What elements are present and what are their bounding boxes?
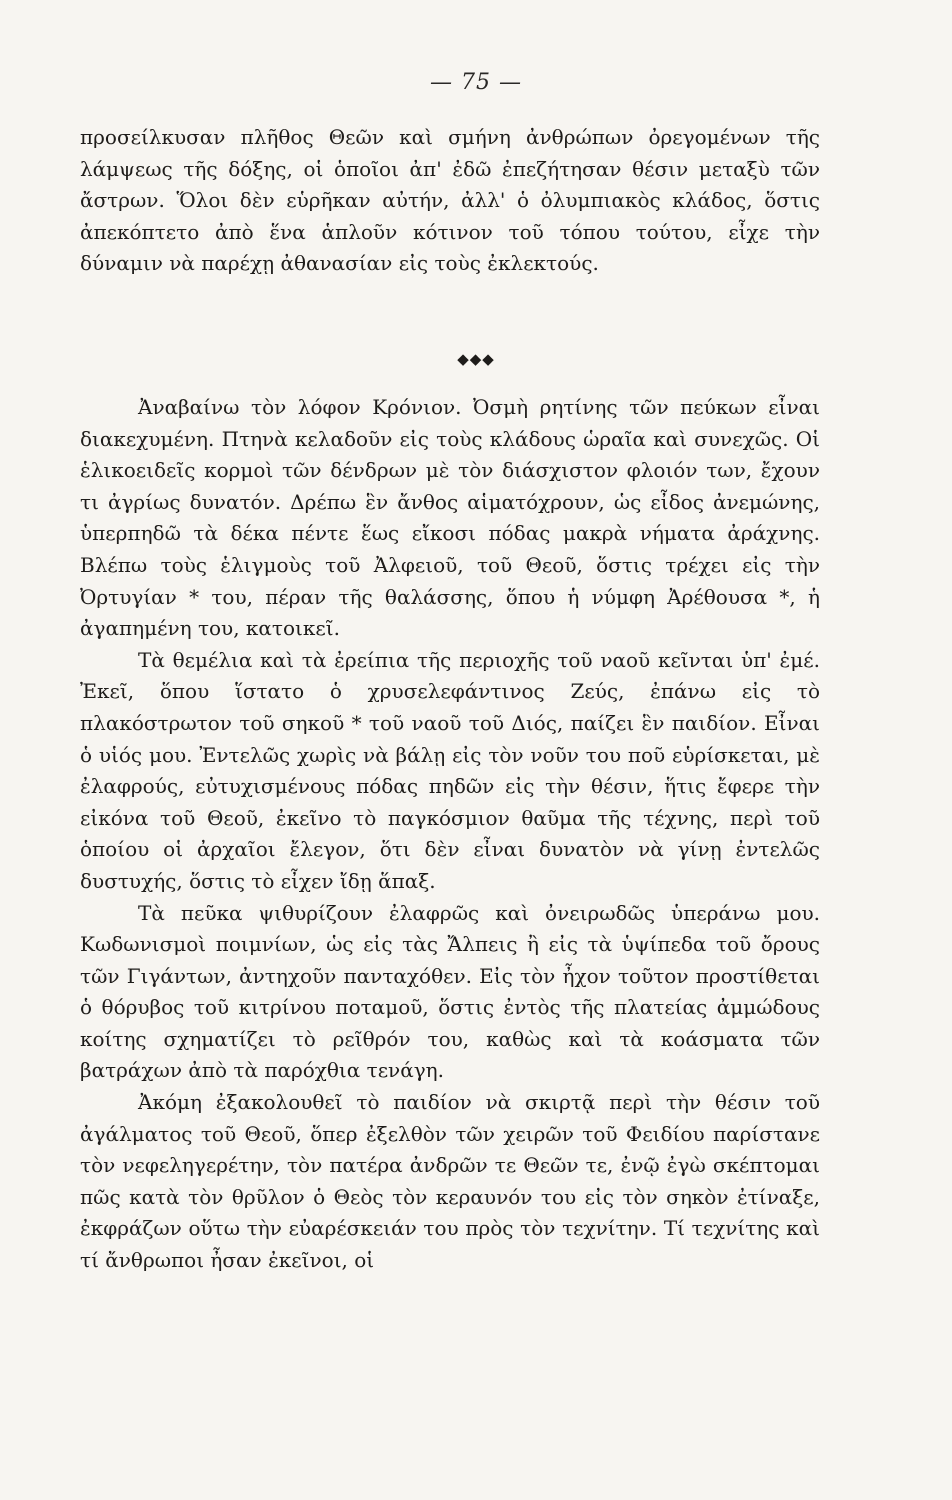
paragraph-kronion-hill: Ἀναβαίνω τὸν λόφον Κρόνιον. Ὀσμὴ ρητίνης τῶν πεύκων εἶναι διακεχυμένη. Πτηνὰ κελαδοῦν εἰς τοὺς κλάδους ὡραῖα καὶ συνεχῶς. Οἱ ἑλικοειδεῖς κορμοὶ τῶν δένδρων μὲ τὸν διάσχιστον φλοιόν των, ἔχουν τι ἀγρίως δυνατόν. Δρέπω ἓν ἄνθος αἱματόχρουν, ὡς εἶδος ἀνεμώνης, ὑπερπηδῶ τὰ δέκα πέντε ἕως εἴκοσι πόδας μακρὰ νήματα ἀράχνης. Βλέπω τοὺς ἑλιγμοὺς τοῦ Ἀλφειοῦ, τοῦ Θεοῦ, ὅστις τρέχει εἰς τὴν Ὀρτυγίαν * του, πέραν τῆς θαλάσσης, ὅπου ἡ νύμφη Ἀρέθουσα *, ἡ ἀγαπημένη του, κατοικεῖ. <box>80 395 820 641</box>
paragraph-pines-whisper: Τὰ πεῦκα ψιθυρίζουν ἐλαφρῶς καὶ ὀνειρωδῶς ὑπεράνω μου. Κωδωνισμοὶ ποιμνίων, ὡς εἰς τὰς Ἄλπεις ἢ εἰς τὰ ὑψίπεδα τοῦ ὄρους τῶν Γιγάντων, ἀντηχοῦν πανταχόθεν. Εἰς τὸν ἦχον τοῦτον προστίθεται ὁ θόρυβος τοῦ κιτρίνου ποταμοῦ, ὅστις ἐντὸς τῆς πλατείας ἀμμώδους κοίτης σχηματίζει τὸ ρεῖθρόν του, καθὼς καὶ τὰ κοάσματα τῶν βατράχων ἀπὸ τὰ παρόχθια τενάγη. <box>80 900 820 1083</box>
opening-text <box>80 122 820 280</box>
section-ornament: ◆◆◆ <box>457 350 495 368</box>
paragraph-child-statue: Ἀκόμη ἐξακολουθεῖ τὸ παιδίον νὰ σκιρτᾷ περὶ τὴν θέσιν τοῦ ἀγάλματος τοῦ Θεοῦ, ὅπερ ἐξελθὸν τῶν χειρῶν τοῦ Φειδίου παρίστανε τὸν νεφεληγερέτην, τὸν πατέρα ἀνδρῶν τε Θεῶν τε, ἐνῷ ἐγὼ σκέπτομαι πῶς κατὰ τὸν θρῦλον ὁ Θεὸς τὸν κεραυνόν του εἰς τὸν σηκὸν ἐτίναξε, ἐκφράζων οὕτω τὴν εὐαρέσκειάν του πρὸς τὸν τεχνίτην. Τί τεχνίτης καὶ τί ἄνθρωποι ἦσαν ἐκεῖνοι, οἱ <box>80 1090 820 1273</box>
page-number: — 75 — <box>430 70 522 95</box>
paragraph-temple-ruins: Τὰ θεμέλια καὶ τὰ ἐρείπια τῆς περιοχῆς τοῦ ναοῦ κεῖνται ὑπ' ἐμέ. Ἐκεῖ, ὅπου ἵστατο ὁ χρυσελεφάντινος Ζεύς, ἐπάνω εἰς τὸ πλακόστρωτον τοῦ σηκοῦ * τοῦ ναοῦ τοῦ Διός, παίζει ἓν παιδίον. Εἶναι ὁ υἱός μου. Ἐντελῶς χωρὶς νὰ βάλῃ εἰς τὸν νοῦν του ποῦ εὑρίσκεται, μὲ ἐλαφρούς, εὐτυχισμένους πόδας πηδῶν εἰς τὴν θέσιν, ἥτις ἔφερε τὴν εἰκόνα τοῦ Θεοῦ, ἐκεῖνο τὸ παγκόσμιον θαῦμα τῆς τέχνης, περὶ τοῦ ὁποίου οἱ ἀρχαῖοι ἔλεγον, ὅτι δὲν εἶναι δυνατὸν νὰ γίνῃ ἐντελῶς δυστυχής, ὅστις τὸ εἶχεν ἴδῃ ἅπαξ. <box>80 647 820 893</box>
body-text <box>80 392 820 1277</box>
paragraph-continuation: προσείλκυσαν πλῆθος Θεῶν καὶ σμήνη ἀνθρώπων ὀρεγομένων τῆς λάμψεως τῆς δόξης, οἱ ὁποῖοι ἀπ' ἐδῶ ἐπεζήτησαν θέσιν μεταξὺ τῶν ἄστρων. Ὅλοι δὲν εὑρῆκαν αὐτήν, ἀλλ' ὁ ὀλυμπιακὸς κλάδος, ὅστις ἀπεκόπτετο ἀπὸ ἕνα ἁπλοῦν κότινον τοῦ τόπου τούτου, εἶχε τὴν δύναμιν νὰ παρέχῃ ἀθανασίαν εἰς τοὺς ἐκλεκτούς. <box>80 125 820 276</box>
